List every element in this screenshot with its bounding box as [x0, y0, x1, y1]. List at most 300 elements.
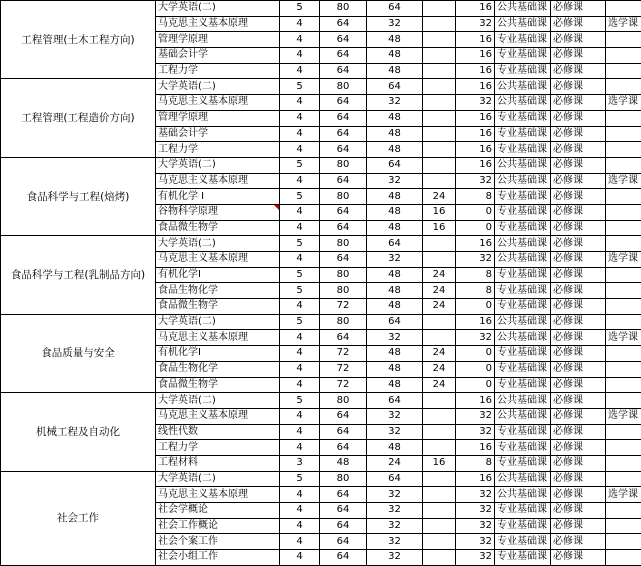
credits-cell: 4: [280, 440, 320, 456]
total-hours-cell: 64: [320, 518, 367, 534]
required-cell: 必修课: [551, 440, 606, 456]
course-type-cell: 公共基础课: [495, 408, 551, 424]
required-cell: 必修课: [551, 16, 606, 32]
course-type-cell: 公共基础课: [495, 173, 551, 189]
credits-cell: 4: [280, 424, 320, 440]
lab-hours-cell: [423, 236, 456, 252]
credits-cell: 5: [280, 1, 320, 17]
required-cell: 必修课: [551, 283, 606, 299]
course-name-cell: 食品微生物学: [156, 220, 280, 236]
note-cell: 选学课: [606, 330, 641, 346]
total-hours-cell: 72: [320, 361, 367, 377]
course-type-cell: 专业基础课: [495, 126, 551, 142]
course-name-cell: 基础会计学: [156, 48, 280, 64]
note-cell: [606, 267, 641, 283]
extra-hours-cell: 0: [456, 204, 495, 220]
total-hours-cell: 64: [320, 330, 367, 346]
total-hours-cell: 72: [320, 299, 367, 315]
total-hours-cell: 80: [320, 393, 367, 409]
credits-cell: 4: [280, 204, 320, 220]
credits-cell: 5: [280, 189, 320, 205]
required-cell: 必修课: [551, 1, 606, 17]
total-hours-cell: 80: [320, 236, 367, 252]
required-cell: 必修课: [551, 299, 606, 315]
course-type-cell: 专业基础课: [495, 220, 551, 236]
total-hours-cell: 64: [320, 48, 367, 64]
course-type-cell: 公共基础课: [495, 157, 551, 173]
credits-cell: 4: [280, 361, 320, 377]
course-name-cell: 大学英语(二): [156, 314, 280, 330]
lecture-hours-cell: 48: [367, 32, 423, 48]
note-cell: 选学课: [606, 408, 641, 424]
lecture-hours-cell: 48: [367, 204, 423, 220]
note-cell: [606, 32, 641, 48]
required-cell: 必修课: [551, 267, 606, 283]
note-cell: [606, 314, 641, 330]
note-cell: 选学课: [606, 173, 641, 189]
course-type-cell: 公共基础课: [495, 330, 551, 346]
required-cell: 必修课: [551, 377, 606, 393]
course-type-cell: 公共基础课: [495, 314, 551, 330]
required-cell: 必修课: [551, 236, 606, 252]
lecture-hours-cell: 48: [367, 142, 423, 158]
course-type-cell: 公共基础课: [495, 1, 551, 17]
lecture-hours-cell: 32: [367, 424, 423, 440]
lecture-hours-cell: 64: [367, 79, 423, 95]
course-name-cell: 大学英语(二): [156, 236, 280, 252]
course-name-cell: 食品微生物学: [156, 299, 280, 315]
lab-hours-cell: [423, 32, 456, 48]
required-cell: 必修课: [551, 220, 606, 236]
lab-hours-cell: [423, 126, 456, 142]
credits-cell: 5: [280, 471, 320, 487]
total-hours-cell: 64: [320, 550, 367, 566]
note-cell: [606, 204, 641, 220]
credits-cell: 4: [280, 220, 320, 236]
lecture-hours-cell: 32: [367, 95, 423, 111]
lecture-hours-cell: 32: [367, 408, 423, 424]
lab-hours-cell: [423, 534, 456, 550]
extra-hours-cell: 16: [456, 126, 495, 142]
extra-hours-cell: 16: [456, 236, 495, 252]
lab-hours-cell: [423, 471, 456, 487]
table-body: [1, 1, 641, 566]
extra-hours-cell: 16: [456, 314, 495, 330]
credits-cell: 4: [280, 126, 320, 142]
total-hours-cell: 64: [320, 204, 367, 220]
lab-hours-cell: 24: [423, 377, 456, 393]
required-cell: 必修课: [551, 518, 606, 534]
total-hours-cell: 64: [320, 440, 367, 456]
credits-cell: 4: [280, 487, 320, 503]
lecture-hours-cell: 48: [367, 440, 423, 456]
total-hours-cell: 64: [320, 32, 367, 48]
course-type-cell: 公共基础课: [495, 79, 551, 95]
table-row: [1, 314, 641, 330]
credits-cell: 4: [280, 534, 320, 550]
total-hours-cell: 48: [320, 455, 367, 471]
required-cell: 必修课: [551, 393, 606, 409]
total-hours-cell: 72: [320, 377, 367, 393]
course-type-cell: 专业基础课: [495, 189, 551, 205]
course-type-cell: 公共基础课: [495, 252, 551, 268]
extra-hours-cell: 16: [456, 79, 495, 95]
credits-cell: 4: [280, 330, 320, 346]
lecture-hours-cell: 48: [367, 361, 423, 377]
note-cell: [606, 283, 641, 299]
lab-hours-cell: [423, 393, 456, 409]
extra-hours-cell: 16: [456, 471, 495, 487]
credits-cell: 4: [280, 173, 320, 189]
course-name-cell: 管理学原理: [156, 110, 280, 126]
required-cell: 必修课: [551, 173, 606, 189]
lecture-hours-cell: 32: [367, 330, 423, 346]
lecture-hours-cell: 64: [367, 314, 423, 330]
lecture-hours-cell: 32: [367, 173, 423, 189]
course-name-cell: 马克思主义基本原理: [156, 173, 280, 189]
table-row: [1, 393, 641, 409]
course-name-cell: 大学英语(二): [156, 393, 280, 409]
extra-hours-cell: 8: [456, 283, 495, 299]
total-hours-cell: 64: [320, 142, 367, 158]
course-name-cell: 线性代数: [156, 424, 280, 440]
extra-hours-cell: 0: [456, 361, 495, 377]
credits-cell: 4: [280, 110, 320, 126]
course-name-cell: 马克思主义基本原理: [156, 16, 280, 32]
note-cell: [606, 1, 641, 17]
course-type-cell: 专业基础课: [495, 424, 551, 440]
lab-hours-cell: [423, 95, 456, 111]
required-cell: 必修课: [551, 79, 606, 95]
required-cell: 必修课: [551, 330, 606, 346]
course-name-cell: 食品生物化学: [156, 361, 280, 377]
course-name-cell: 管理学原理: [156, 32, 280, 48]
lab-hours-cell: [423, 157, 456, 173]
extra-hours-cell: 32: [456, 534, 495, 550]
course-name-cell: 有机化学 I: [156, 189, 280, 205]
major-name-cell: 食品质量与安全: [1, 314, 156, 392]
course-name-cell: 马克思主义基本原理: [156, 487, 280, 503]
course-type-cell: 公共基础课: [495, 16, 551, 32]
extra-hours-cell: 16: [456, 142, 495, 158]
credits-cell: 4: [280, 252, 320, 268]
table-row: [1, 236, 641, 252]
course-name-cell: 社会学概论: [156, 503, 280, 519]
course-name-cell: 工程力学: [156, 63, 280, 79]
course-type-cell: 专业基础课: [495, 283, 551, 299]
course-name-cell: 谷物科学原理: [156, 204, 280, 220]
credits-cell: 5: [280, 314, 320, 330]
total-hours-cell: 64: [320, 408, 367, 424]
credits-cell: 4: [280, 48, 320, 64]
required-cell: 必修课: [551, 471, 606, 487]
lab-hours-cell: 16: [423, 220, 456, 236]
course-name-cell: 马克思主义基本原理: [156, 408, 280, 424]
note-cell: [606, 503, 641, 519]
lecture-hours-cell: 64: [367, 393, 423, 409]
total-hours-cell: 64: [320, 252, 367, 268]
total-hours-cell: 80: [320, 314, 367, 330]
lecture-hours-cell: 32: [367, 252, 423, 268]
course-type-cell: 专业基础课: [495, 267, 551, 283]
note-cell: [606, 48, 641, 64]
course-name-cell: 社会小组工作: [156, 550, 280, 566]
table-row: [1, 471, 641, 487]
credits-cell: 4: [280, 142, 320, 158]
note-cell: [606, 126, 641, 142]
total-hours-cell: 80: [320, 1, 367, 17]
required-cell: 必修课: [551, 534, 606, 550]
course-type-cell: 专业基础课: [495, 534, 551, 550]
required-cell: 必修课: [551, 63, 606, 79]
extra-hours-cell: 32: [456, 550, 495, 566]
lab-hours-cell: [423, 503, 456, 519]
extra-hours-cell: 8: [456, 189, 495, 205]
total-hours-cell: 64: [320, 173, 367, 189]
extra-hours-cell: 16: [456, 157, 495, 173]
lab-hours-cell: [423, 550, 456, 566]
course-name-cell: 马克思主义基本原理: [156, 330, 280, 346]
note-cell: [606, 79, 641, 95]
extra-hours-cell: 0: [456, 377, 495, 393]
course-name-cell: 马克思主义基本原理: [156, 95, 280, 111]
lecture-hours-cell: 32: [367, 534, 423, 550]
credits-cell: 3: [280, 455, 320, 471]
extra-hours-cell: 0: [456, 220, 495, 236]
note-cell: [606, 424, 641, 440]
lecture-hours-cell: 24: [367, 455, 423, 471]
required-cell: 必修课: [551, 95, 606, 111]
extra-hours-cell: 0: [456, 299, 495, 315]
required-cell: 必修课: [551, 189, 606, 205]
credits-cell: 4: [280, 503, 320, 519]
lab-hours-cell: [423, 330, 456, 346]
lecture-hours-cell: 48: [367, 267, 423, 283]
note-cell: [606, 471, 641, 487]
course-type-cell: 专业基础课: [495, 377, 551, 393]
credits-cell: 5: [280, 283, 320, 299]
course-name-cell: 大学英语(二): [156, 79, 280, 95]
note-cell: [606, 110, 641, 126]
note-cell: [606, 377, 641, 393]
major-name-cell: 社会工作: [1, 471, 156, 565]
course-name-cell: 食品生物化学: [156, 283, 280, 299]
extra-hours-cell: 32: [456, 518, 495, 534]
required-cell: 必修课: [551, 408, 606, 424]
course-type-cell: 专业基础课: [495, 204, 551, 220]
lecture-hours-cell: 48: [367, 346, 423, 362]
required-cell: 必修课: [551, 126, 606, 142]
lab-hours-cell: [423, 487, 456, 503]
credits-cell: 4: [280, 408, 320, 424]
course-type-cell: 专业基础课: [495, 63, 551, 79]
note-cell: [606, 220, 641, 236]
lab-hours-cell: [423, 142, 456, 158]
credits-cell: 4: [280, 299, 320, 315]
extra-hours-cell: 32: [456, 252, 495, 268]
course-name-cell: 马克思主义基本原理: [156, 252, 280, 268]
lecture-hours-cell: 64: [367, 471, 423, 487]
extra-hours-cell: 16: [456, 32, 495, 48]
table-row: [1, 157, 641, 173]
course-name-cell: 大学英语(二): [156, 1, 280, 17]
extra-hours-cell: 16: [456, 1, 495, 17]
lab-hours-cell: [423, 110, 456, 126]
note-cell: 选学课: [606, 16, 641, 32]
required-cell: 必修课: [551, 487, 606, 503]
total-hours-cell: 64: [320, 95, 367, 111]
lab-hours-cell: 24: [423, 299, 456, 315]
extra-hours-cell: 16: [456, 48, 495, 64]
comment-marker-icon: [274, 205, 279, 210]
course-name-cell: 有机化学I: [156, 267, 280, 283]
total-hours-cell: 80: [320, 471, 367, 487]
course-name-cell: 工程材料: [156, 455, 280, 471]
course-type-cell: 专业基础课: [495, 503, 551, 519]
extra-hours-cell: 16: [456, 63, 495, 79]
note-cell: [606, 157, 641, 173]
major-name-cell: 工程管理(土木工程方向): [1, 1, 156, 79]
total-hours-cell: 80: [320, 189, 367, 205]
course-name-cell: 社会工作概论: [156, 518, 280, 534]
course-type-cell: 公共基础课: [495, 487, 551, 503]
required-cell: 必修课: [551, 157, 606, 173]
course-type-cell: 专业基础课: [495, 440, 551, 456]
lecture-hours-cell: 32: [367, 550, 423, 566]
total-hours-cell: 80: [320, 267, 367, 283]
extra-hours-cell: 32: [456, 16, 495, 32]
course-name-cell: 工程力学: [156, 142, 280, 158]
lab-hours-cell: 24: [423, 189, 456, 205]
lecture-hours-cell: 48: [367, 299, 423, 315]
credits-cell: 5: [280, 236, 320, 252]
lab-hours-cell: [423, 424, 456, 440]
total-hours-cell: 64: [320, 424, 367, 440]
lab-hours-cell: [423, 408, 456, 424]
course-type-cell: 专业基础课: [495, 346, 551, 362]
note-cell: 选学课: [606, 252, 641, 268]
note-cell: [606, 550, 641, 566]
total-hours-cell: 64: [320, 126, 367, 142]
note-cell: [606, 440, 641, 456]
total-hours-cell: 64: [320, 503, 367, 519]
credits-cell: 5: [280, 393, 320, 409]
lecture-hours-cell: 32: [367, 518, 423, 534]
lecture-hours-cell: 48: [367, 63, 423, 79]
major-name-cell: 机械工程及自动化: [1, 393, 156, 471]
course-name-cell: 有机化学I: [156, 346, 280, 362]
major-name-cell: 食品科学与工程(乳制品方向): [1, 236, 156, 314]
credits-cell: 4: [280, 346, 320, 362]
total-hours-cell: 64: [320, 110, 367, 126]
course-type-cell: 公共基础课: [495, 393, 551, 409]
lab-hours-cell: 16: [423, 455, 456, 471]
required-cell: 必修课: [551, 550, 606, 566]
credits-cell: 5: [280, 79, 320, 95]
lecture-hours-cell: 64: [367, 236, 423, 252]
lab-hours-cell: [423, 314, 456, 330]
lab-hours-cell: [423, 16, 456, 32]
course-type-cell: 专业基础课: [495, 48, 551, 64]
required-cell: 必修课: [551, 314, 606, 330]
lecture-hours-cell: 64: [367, 157, 423, 173]
lab-hours-cell: 24: [423, 267, 456, 283]
lab-hours-cell: [423, 440, 456, 456]
course-type-cell: 公共基础课: [495, 236, 551, 252]
required-cell: 必修课: [551, 361, 606, 377]
note-cell: 选学课: [606, 95, 641, 111]
lab-hours-cell: 24: [423, 283, 456, 299]
course-name-cell: 大学英语(二): [156, 471, 280, 487]
lecture-hours-cell: 32: [367, 487, 423, 503]
lecture-hours-cell: 48: [367, 283, 423, 299]
extra-hours-cell: 16: [456, 110, 495, 126]
required-cell: 必修课: [551, 204, 606, 220]
lab-hours-cell: [423, 1, 456, 17]
course-type-cell: 专业基础课: [495, 518, 551, 534]
total-hours-cell: 64: [320, 16, 367, 32]
required-cell: 必修课: [551, 424, 606, 440]
extra-hours-cell: 32: [456, 424, 495, 440]
course-name-cell: 社会个案工作: [156, 534, 280, 550]
note-cell: [606, 236, 641, 252]
total-hours-cell: 80: [320, 283, 367, 299]
note-cell: [606, 455, 641, 471]
lecture-hours-cell: 48: [367, 126, 423, 142]
major-name-cell: 食品科学与工程(焙烤): [1, 157, 156, 235]
lecture-hours-cell: 32: [367, 16, 423, 32]
course-name-cell: 基础会计学: [156, 126, 280, 142]
extra-hours-cell: 16: [456, 440, 495, 456]
credits-cell: 4: [280, 377, 320, 393]
course-type-cell: 专业基础课: [495, 142, 551, 158]
note-cell: [606, 63, 641, 79]
credits-cell: 4: [280, 16, 320, 32]
course-type-cell: 专业基础课: [495, 550, 551, 566]
credits-cell: 5: [280, 157, 320, 173]
note-cell: [606, 299, 641, 315]
total-hours-cell: 64: [320, 534, 367, 550]
note-cell: [606, 361, 641, 377]
extra-hours-cell: 16: [456, 393, 495, 409]
lecture-hours-cell: 64: [367, 1, 423, 17]
total-hours-cell: 64: [320, 220, 367, 236]
note-cell: [606, 518, 641, 534]
table-row: [1, 79, 641, 95]
note-cell: [606, 534, 641, 550]
total-hours-cell: 72: [320, 346, 367, 362]
course-name-cell: 工程力学: [156, 440, 280, 456]
course-type-cell: 公共基础课: [495, 95, 551, 111]
extra-hours-cell: 0: [456, 346, 495, 362]
extra-hours-cell: 32: [456, 503, 495, 519]
lab-hours-cell: [423, 79, 456, 95]
credits-cell: 5: [280, 267, 320, 283]
required-cell: 必修课: [551, 455, 606, 471]
course-type-cell: 公共基础课: [495, 471, 551, 487]
course-type-cell: 专业基础课: [495, 32, 551, 48]
credits-cell: 4: [280, 550, 320, 566]
required-cell: 必修课: [551, 142, 606, 158]
extra-hours-cell: 32: [456, 173, 495, 189]
lab-hours-cell: [423, 252, 456, 268]
lab-hours-cell: 24: [423, 346, 456, 362]
course-type-cell: 专业基础课: [495, 455, 551, 471]
total-hours-cell: 64: [320, 63, 367, 79]
course-name-cell: 食品微生物学: [156, 377, 280, 393]
table-row: [1, 1, 641, 17]
lecture-hours-cell: 32: [367, 503, 423, 519]
